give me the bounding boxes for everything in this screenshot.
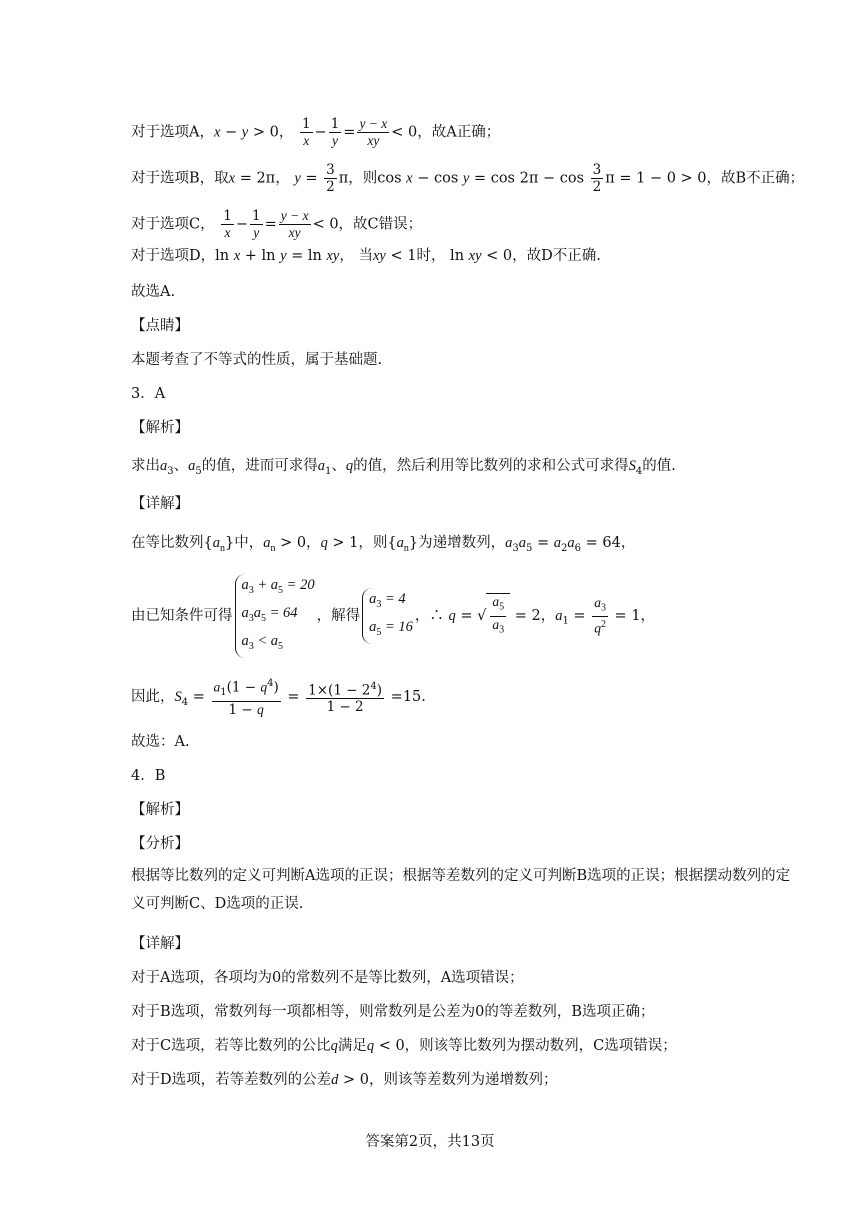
option-d-line: 对于选项D，ln x + ln y = ln xy， 当xy < 1时， ln xy < 0，故D不正确. <box>131 248 601 264</box>
detail-line-2: 由已知条件可得 $a_3 + a_5 = 20$ $a_3a_5 = 64$ $a_3 < a_5$ ，解得 $a_3 = 4$ $a_5 = 16$ ，∴ q = √ $\frac{a_5}{a_3}$ = 2，$a_1$ = $\frac{a_3}{q^2}$ = 1， <box>131 574 800 658</box>
detail-b: 对于B选项，常数列每一项都相等，则常数列是公差为0的等差数列，B选项正确； <box>131 1004 655 1020</box>
comment-text: 本题考查了不等式的性质，属于基础题. <box>131 352 383 368</box>
section-heading-comment: 【点睛】 <box>131 318 189 334</box>
section-heading-detail-2: 【详解】 <box>131 936 189 952</box>
choice-a: 故选A. <box>131 284 176 300</box>
section-heading-detail: 【详解】 <box>131 496 189 512</box>
detail-line-3: 因此，$S_4$ = $\frac{a_1(1 - q^4)}{1 - q}$ = $\frac{1\times(1 - 2^4)}{1 - 2}$ =15. <box>131 678 426 719</box>
section-heading-analysis-2: 【解析】 <box>131 802 189 818</box>
choice-a-2: 故选：A. <box>131 734 190 750</box>
analysis-text: 求出$a_3$、$a_5$的值，进而可求得$a_1$、q的值，然后利用等比数列的求和公式可求得$S_4$的值. <box>131 458 676 477</box>
detail-c: 对于C选项，若等比数列的公比q满足q < 0，则该等比数列为摆动数列，C选项错误； <box>131 1038 677 1054</box>
detail-a: 对于A选项，各项均为0的常数列不是等比数列，A选项错误； <box>131 970 524 986</box>
equation-system-1: $a_3 + a_5 = 20$ $a_3a_5 = 64$ $a_3 < a_5$ <box>235 574 315 658</box>
question-3-answer: 3．A <box>131 386 166 402</box>
detail-d: 对于D选项，若等差数列的公差d > 0，则该等差数列为递增数列； <box>131 1072 558 1088</box>
option-b-line: 对于选项B，取x = 2π， y = $\frac{3}{2}$ π，则cos x − cos y = cos 2π − cos $\frac{3}{2}$ π = 1 − 0 > 0，故B不正确； <box>131 162 805 195</box>
equation-system-2: $a_3 = 4$ $a_5 = 16$ <box>362 588 413 644</box>
section-heading-fenxi: 【分析】 <box>131 836 189 852</box>
fenxi-text: 根据等比数列的定义可判断A选项的正误；根据等差数列的定义可判断B选项的正误；根据摆动数列的定义可判断C、D选项的正误. <box>131 868 791 912</box>
section-heading-analysis: 【解析】 <box>131 420 189 436</box>
detail-line-1: 在等比数列$\{a_n\}$中，$a_n > 0$，q > 1，则$\{a_n\}$为递增数列，$a_3a_5 = a_2a_6 = 64$， <box>131 535 636 554</box>
page-footer: 答案第2页，共13页 <box>365 1134 495 1150</box>
question-4-answer: 4．B <box>131 768 166 784</box>
option-a-line: 对于选项A，x − y > 0， $\frac{1}{x}$ − $\frac{1}{y}$ = $\frac{y - x}{xy}$ < 0，故A正确； <box>131 116 501 148</box>
option-c-line: 对于选项C， $\frac{1}{x}$ − $\frac{1}{y}$ = $\frac{y - x}{xy}$ < 0，故C错误； <box>131 208 423 240</box>
